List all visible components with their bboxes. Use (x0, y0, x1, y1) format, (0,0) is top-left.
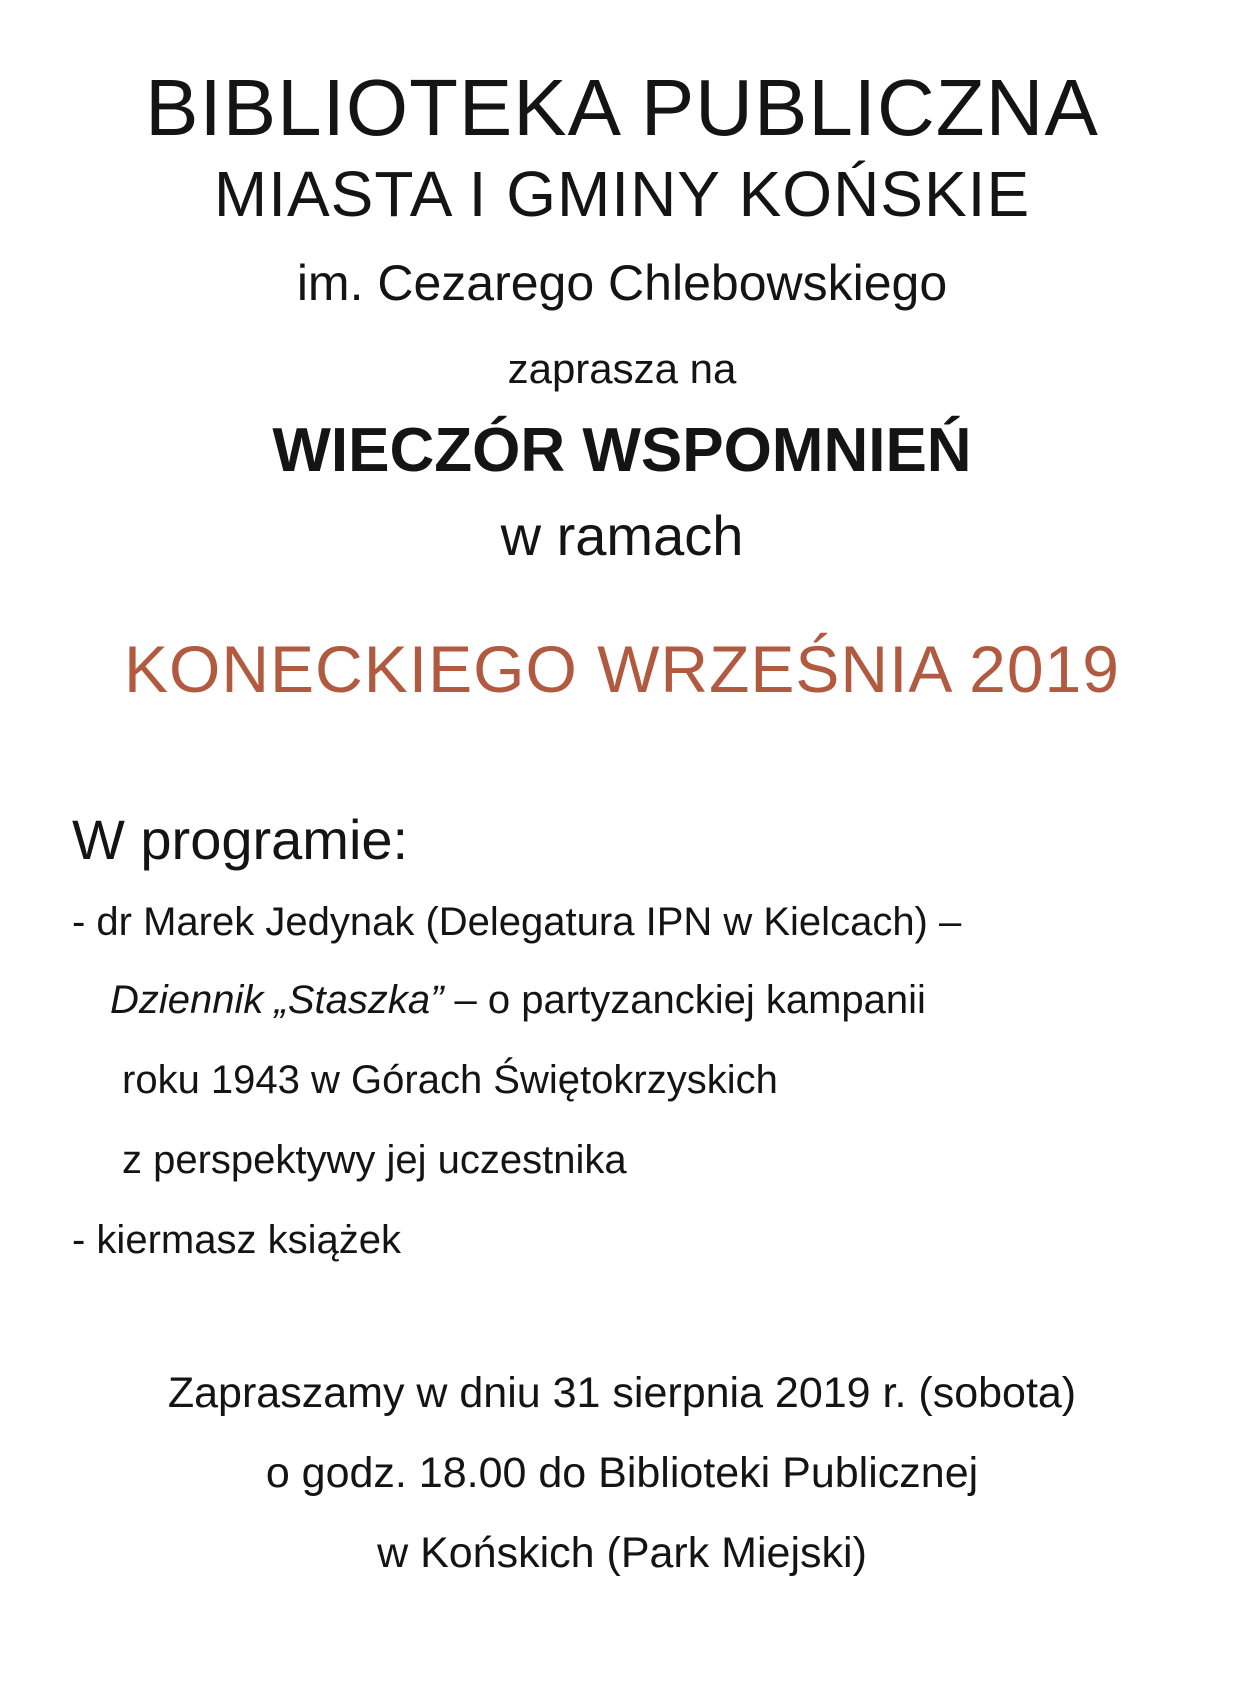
invites-text: zaprasza na (507, 345, 737, 392)
program-item-1-speaker: - dr Marek Jedynak (Delegatura IPN w Kielcach) – (72, 900, 962, 944)
lecture-title: Dziennik „Staszka” (110, 978, 444, 1022)
invitation-location: w Końskich (Park Miejski) (377, 1529, 867, 1577)
program-item-2: - kiermasz książek (72, 1218, 401, 1262)
program-item-1-title-line (110, 980, 926, 1020)
library-location: MIASTA I GMINY KOŃSKIE (213, 158, 1031, 230)
lecture-subtitle-start: – o partyzanckiej kampanii (443, 978, 926, 1022)
library-name: BIBLIOTEKA PUBLICZNA (145, 63, 1099, 152)
event-name: WIECZÓR WSPOMNIEŃ (272, 416, 972, 485)
program-item-1-line-3: roku 1943 w Górach Świętokrzyskich (122, 1058, 778, 1102)
invitation-date: Zapraszamy w dniu 31 sierpnia 2019 r. (sobota) (167, 1369, 1077, 1417)
program-heading: W programie: (72, 808, 409, 871)
program-item-1-line-4: z perspektywy jej uczestnika (122, 1138, 627, 1182)
invitation-time-place: o godz. 18.00 do Biblioteki Publicznej (265, 1449, 979, 1497)
within-text: w ramach (500, 504, 744, 567)
library-patron: im. Cezarego Chlebowskiego (296, 255, 948, 311)
event-series-title: KONECKIEGO WRZEŚNIA 2019 (124, 632, 1120, 706)
